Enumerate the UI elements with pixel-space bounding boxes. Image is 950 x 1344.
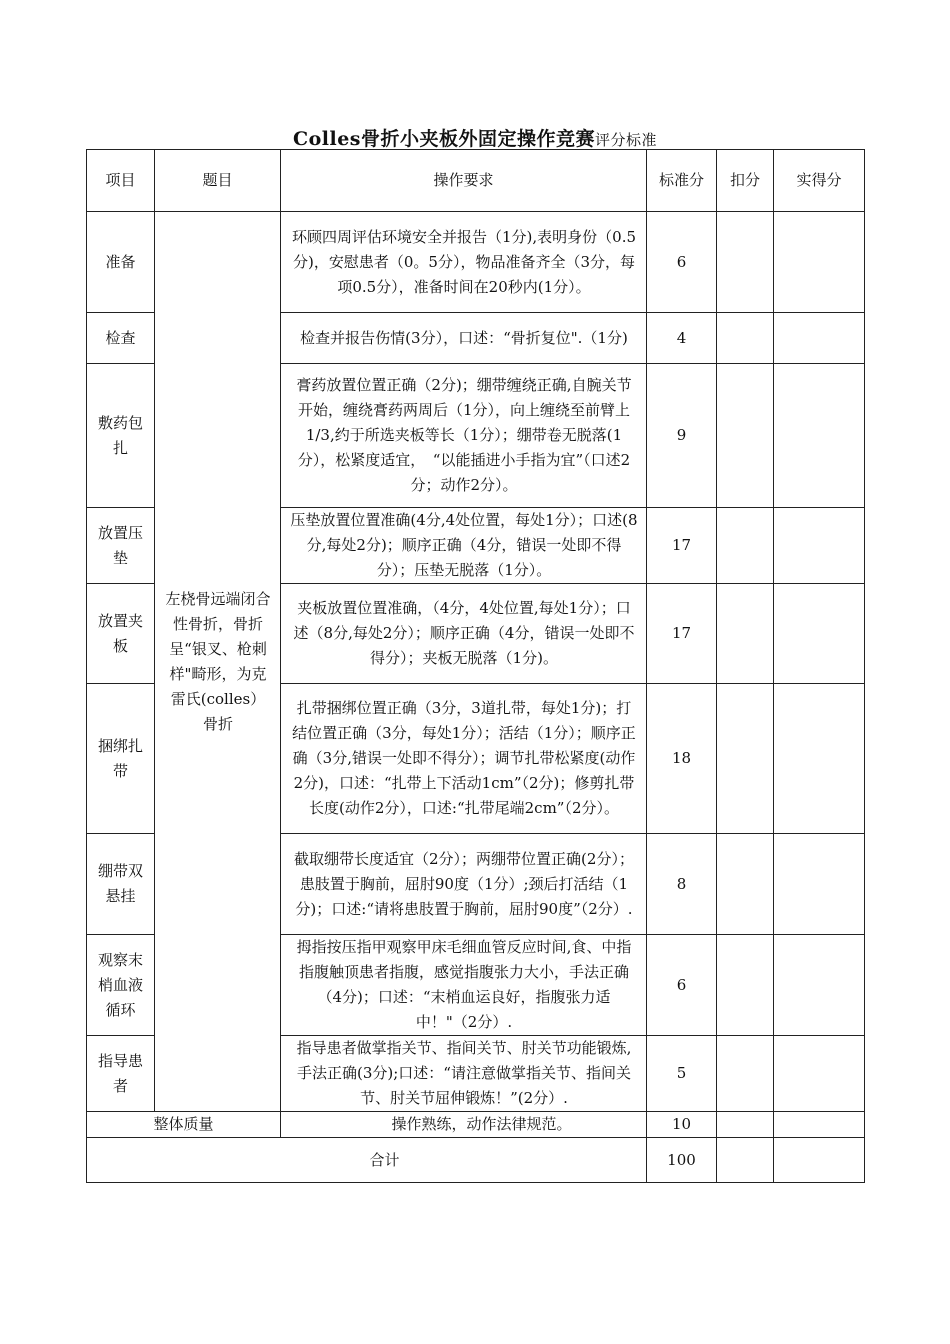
requirement-cell: 截取绷带长度适宜（2分）；两绷带位置正确(2分）；患肢置于胸前，屈肘90度（1分）;颈后打活结（1分)；口述:“请将患肢置于胸前，屈肘90度”（2分）. — [281, 834, 647, 935]
item-cell: 准备 — [87, 212, 155, 313]
actual-score-cell[interactable] — [774, 684, 865, 834]
total-actual-cell[interactable] — [774, 1138, 865, 1183]
requirement-cell: 扎带捆绑位置正确（3分，3道扎带，每处1分)；打结位置正确（3分，每处1分）；活结（1分）；顺序正确（3分,错误一处即不得分）；调节扎带松紧度(动作2分)，口述：“扎带上下活动1cm”（2分)；修剪扎带长度(动作2分），口述:“扎带尾端2cm”（2分）。 — [281, 684, 647, 834]
standard-score-cell: 4 — [647, 313, 717, 364]
actual-score-cell[interactable] — [774, 364, 865, 508]
total-deduct-cell[interactable] — [717, 1138, 774, 1183]
topic-cell: 左桡骨远端闭合性骨折，骨折呈“银叉、枪刺样"畸形，为克雷氏(colles）骨折 — [155, 212, 281, 1112]
page-title — [0, 124, 950, 151]
deduct-cell[interactable] — [717, 212, 774, 313]
item-cell: 敷药包扎 — [87, 364, 155, 508]
header-topic: 题目 — [155, 150, 281, 212]
standard-score-cell: 9 — [647, 364, 717, 508]
scoring-table — [86, 149, 865, 1183]
actual-score-cell[interactable] — [774, 935, 865, 1036]
actual-score-cell[interactable] — [774, 834, 865, 935]
requirement-cell: 膏药放置位置正确（2分)；绷带缠绕正确,自腕关节开始，缠绕膏药两周后（1分），向上缠绕至前臂上1/3,约于所选夹板等长（1分）；绷带卷无脱落(1分），松紧度适宜， “以能插进小手指为宜”（口述2分；动作2分）。 — [281, 364, 647, 508]
overall-quality-row — [87, 1112, 865, 1138]
standard-score-cell: 8 — [647, 834, 717, 935]
deduct-cell[interactable] — [717, 508, 774, 584]
header-row — [87, 150, 865, 212]
item-cell: 放置夹板 — [87, 584, 155, 684]
overall-actual-cell[interactable] — [774, 1112, 865, 1138]
deduct-cell[interactable] — [717, 684, 774, 834]
header-actual-score: 实得分 — [774, 150, 865, 212]
header-deduct: 扣分 — [717, 150, 774, 212]
item-cell: 捆绑扎带 — [87, 684, 155, 834]
item-cell: 绷带双悬挂 — [87, 834, 155, 935]
requirement-cell: 拇指按压指甲观察甲床毛细血管反应时间,食、中指指腹触顶患者指腹，感觉指腹张力大小，手法正确（4分)；口述：“末梢血运良好，指腹张力适中！"（2分）. — [281, 935, 647, 1036]
actual-score-cell[interactable] — [774, 212, 865, 313]
actual-score-cell[interactable] — [774, 508, 865, 584]
header-requirement: 操作要求 — [281, 150, 647, 212]
requirement-cell: 夹板放置位置准确，（4分，4处位置,每处1分）；口述（8分,每处2分）；顺序正确（4分，错误一处即不得分）；夹板无脱落（1分)。 — [281, 584, 647, 684]
standard-score-cell: 17 — [647, 508, 717, 584]
requirement-cell: 检查并报告伤情(3分），口述：“骨折复位".（1分) — [281, 313, 647, 364]
item-cell: 检查 — [87, 313, 155, 364]
total-label-cell: 合计 — [87, 1138, 647, 1183]
standard-score-cell: 6 — [647, 935, 717, 1036]
requirement-cell: 压垫放置位置准确(4分,4处位置，每处1分）；口述(8分,每处2分)；顺序正确（4分，错误一处即不得分）；压垫无脱落（1分）。 — [281, 508, 647, 584]
requirement-cell: 指导患者做掌指关节、指间关节、肘关节功能锻炼,手法正确(3分);口述：“请注意做掌指关节、指间关节、肘关节屈伸锻炼！”(2分）. — [281, 1036, 647, 1112]
standard-score-cell: 18 — [647, 684, 717, 834]
deduct-cell[interactable] — [717, 364, 774, 508]
actual-score-cell[interactable] — [774, 1036, 865, 1112]
deduct-cell[interactable] — [717, 935, 774, 1036]
overall-item-cell: 整体质量 — [87, 1112, 281, 1138]
standard-score-cell: 5 — [647, 1036, 717, 1112]
total-row — [87, 1138, 865, 1183]
overall-requirement-cell: 操作熟练，动作法律规范。 — [281, 1112, 647, 1138]
deduct-cell[interactable] — [717, 834, 774, 935]
item-cell: 观察末梢血液循环 — [87, 935, 155, 1036]
total-score-cell: 100 — [647, 1138, 717, 1183]
overall-deduct-cell[interactable] — [717, 1112, 774, 1138]
actual-score-cell[interactable] — [774, 584, 865, 684]
title-sub: 评分标准 — [595, 131, 658, 149]
item-cell: 放置压垫 — [87, 508, 155, 584]
overall-score-cell: 10 — [647, 1112, 717, 1138]
standard-score-cell: 17 — [647, 584, 717, 684]
item-cell: 指导患者 — [87, 1036, 155, 1112]
actual-score-cell[interactable] — [774, 313, 865, 364]
table-row — [87, 212, 865, 313]
deduct-cell[interactable] — [717, 1036, 774, 1112]
deduct-cell[interactable] — [717, 584, 774, 684]
header-item: 项目 — [87, 150, 155, 212]
deduct-cell[interactable] — [717, 313, 774, 364]
standard-score-cell: 6 — [647, 212, 717, 313]
title-main: Colles骨折小夹板外固定操作竞赛 — [292, 128, 595, 150]
requirement-cell: 环顾四周评估环境安全并报告（1分),表明身份（0.5分)，安慰患者（0。5分），物品准备齐全（3分，每项0.5分），准备时间在20秒内(1分）。 — [281, 212, 647, 313]
header-standard-score: 标准分 — [647, 150, 717, 212]
